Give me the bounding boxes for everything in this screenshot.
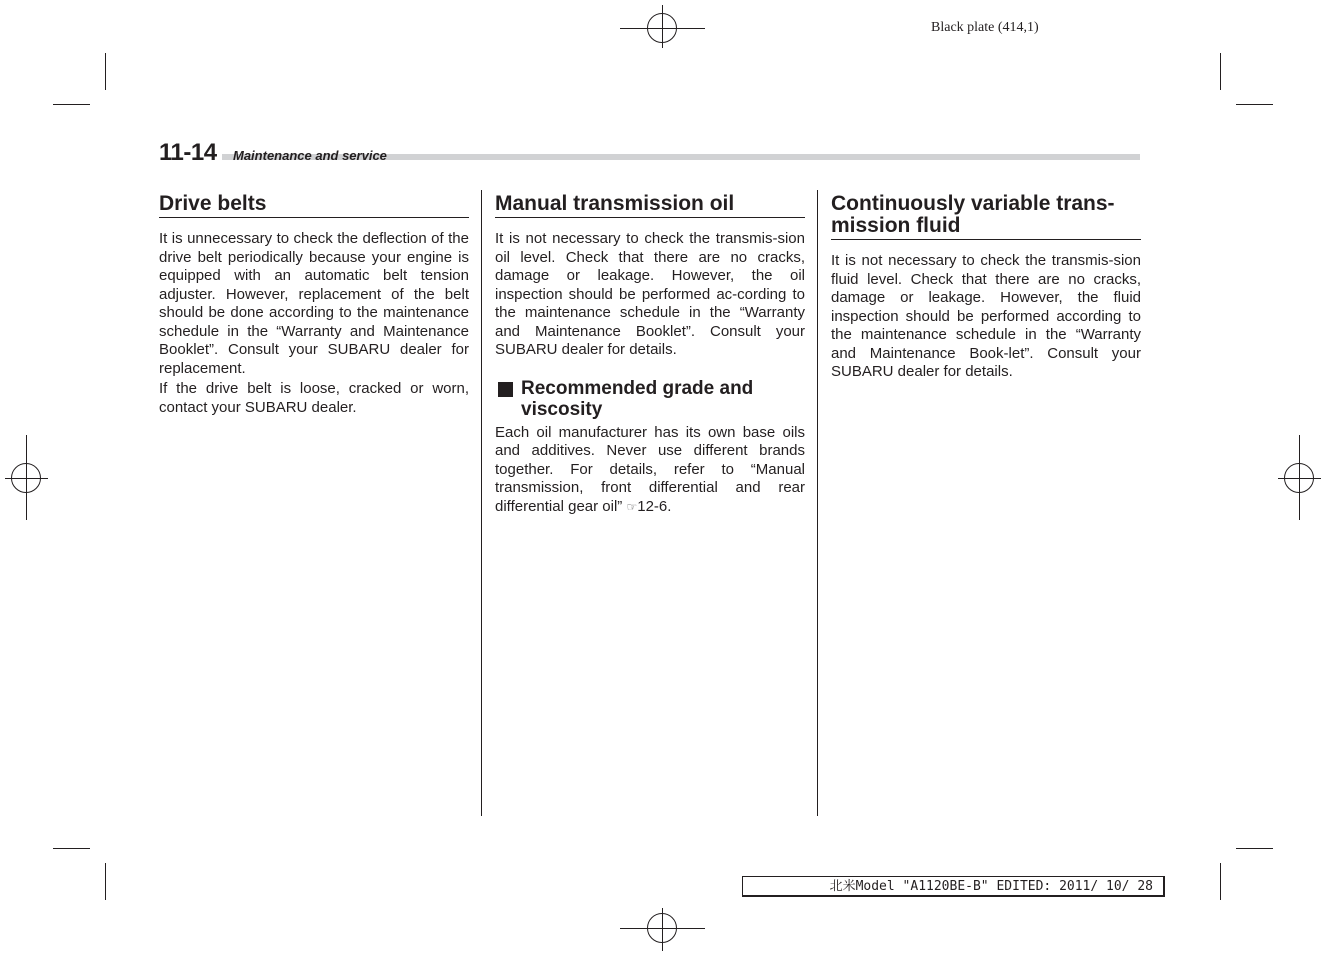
column-divider — [481, 190, 482, 816]
column-drive-belts — [159, 193, 469, 417]
subheading-recommended-grade — [495, 378, 805, 420]
paragraph: It is unnecessary to check the deflection of the drive belt periodically because your engine is equipped with an automatic belt tension adjuster. However, replacement of the belt should be done according to the maintenance schedule in the “Warranty and Maintenance Booklet”. Consult your SUBARU dealer for replacement. — [159, 230, 469, 377]
page-reference-icon: ☞ — [626, 499, 638, 514]
paragraph: It is not necessary to check the transmis-sion fluid level. Check that there are no cracks, damage or leakage. However, the fluid inspection should be performed according to the maintenance schedule in the “Warranty and Maintenance Book-let”. Consult your SUBARU dealer for details. — [831, 252, 1141, 380]
column-cvt-fluid — [831, 193, 1141, 382]
paragraph-text: Each oil manufacturer has its own base oils and additives. Never use different brands together. For details, refer to “Manual transmission, front differential and rear differential gear oil” — [495, 423, 805, 515]
paragraph: It is not necessary to check the transmis-sion oil level. Check that there are no cracks, damage or leakage. However, the oil inspection should be performed ac-cording to the maintenance schedule in the “Warranty and Maintenance Booklet”. Consult your SUBARU dealer for details. — [495, 230, 805, 358]
heading-manual-transmission-oil: Manual transmission oil — [495, 193, 805, 218]
heading-drive-belts: Drive belts — [159, 193, 469, 218]
paragraph — [495, 424, 805, 517]
heading-cvt-fluid: Continuously variable trans-mission fluid — [831, 193, 1141, 240]
section-title: Maintenance and service — [233, 148, 387, 163]
column-manual-transmission-oil — [495, 193, 805, 516]
page-reference[interactable]: 12-6. — [637, 497, 672, 515]
square-bullet-icon — [498, 382, 513, 397]
page-number: 11-14 — [159, 139, 217, 166]
footer-edit-info: 北米Model "A1120BE-B" EDITED: 2011/ 10/ 28 — [742, 876, 1165, 897]
paragraph: If the drive belt is loose, cracked or worn, contact your SUBARU dealer. — [159, 380, 469, 416]
column-divider — [817, 190, 818, 816]
subheading-text: Recommended grade and viscosity — [521, 377, 754, 420]
plate-label: Black plate (414,1) — [931, 20, 1039, 35]
